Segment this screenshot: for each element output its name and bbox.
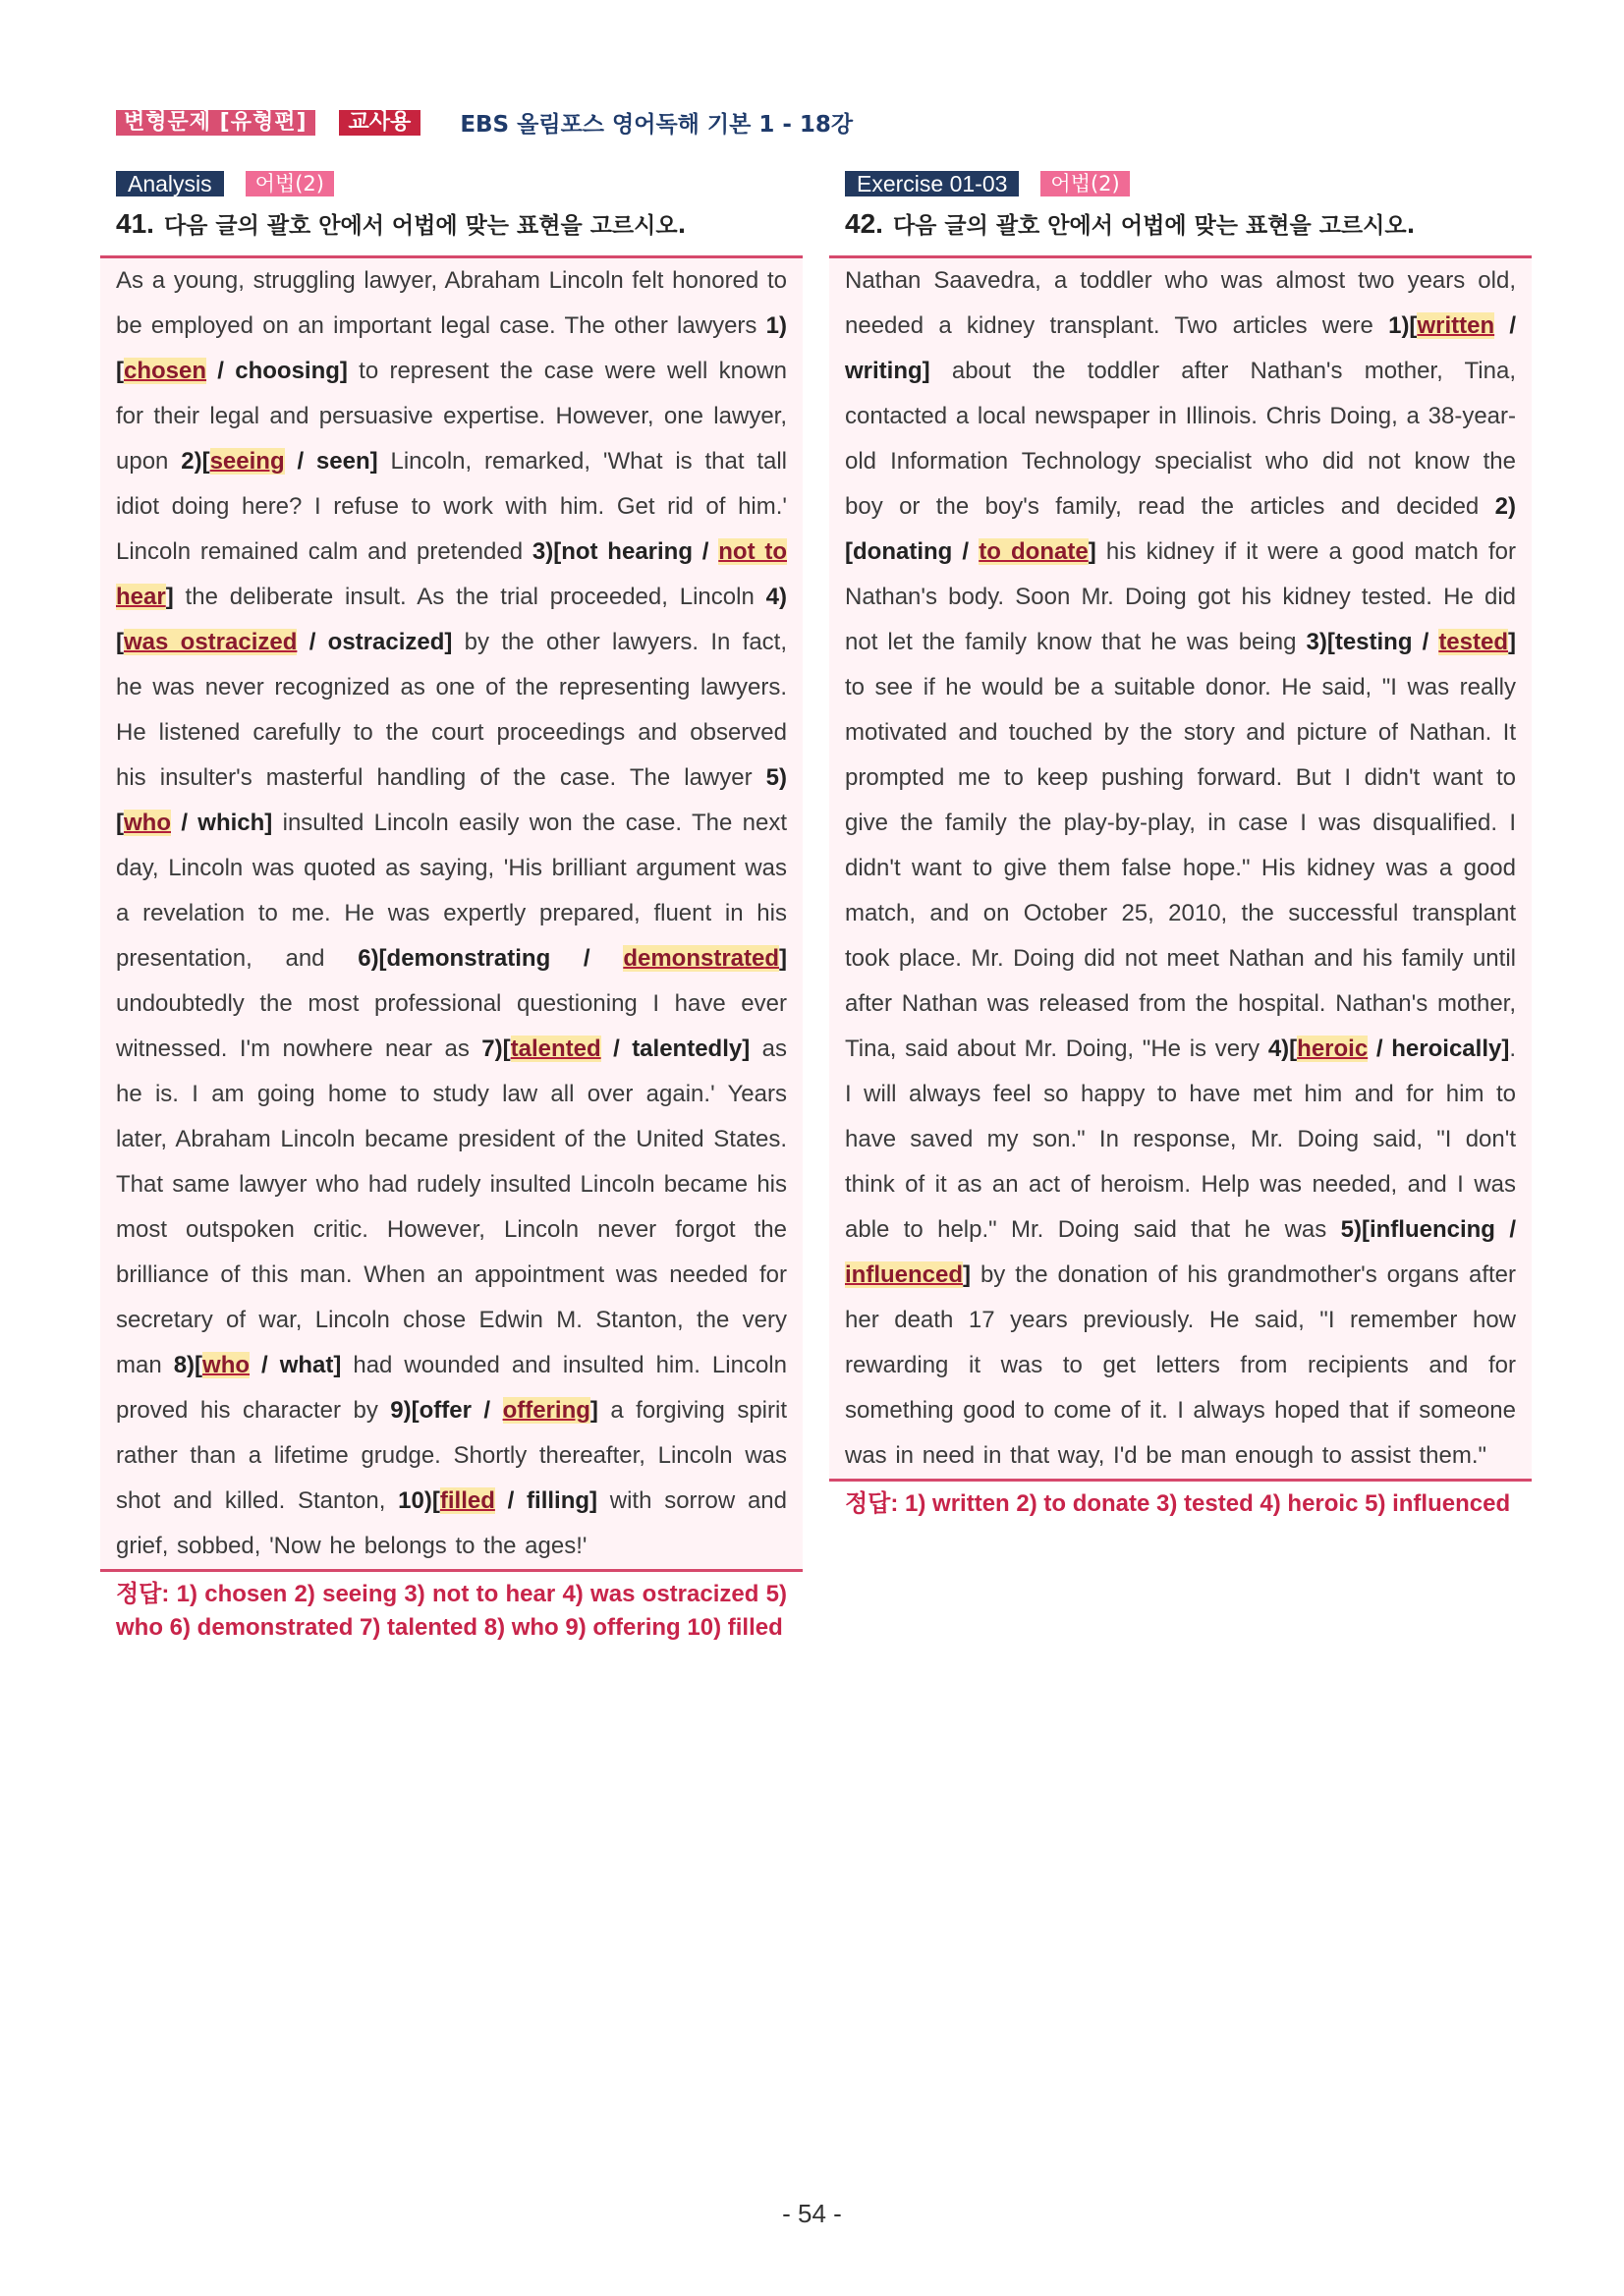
choice-bracket: / writing] bbox=[845, 312, 1517, 384]
choice-answer bbox=[124, 629, 297, 655]
choice-bracket: 3)[not hearing / bbox=[532, 538, 719, 565]
correct-answer: who bbox=[202, 1352, 251, 1378]
correct-answer: demonstrated bbox=[623, 945, 780, 972]
choice-bracket: / choosing] bbox=[206, 358, 348, 384]
correct-answer: filled bbox=[439, 1487, 495, 1514]
choice-answer bbox=[845, 1261, 963, 1288]
choice-bracket: / which] bbox=[171, 810, 273, 836]
correct-answer: was ostracized bbox=[124, 629, 298, 655]
question-number: 41. bbox=[116, 208, 154, 239]
passage-text: Nathan Saavedra, a toddler who was almost two years old, needed a kidney transplant. Two articles were 1)[written / writing] about the toddler after Nathan's mother, Tina, contacted a local newspaper in Illinois. Chris Doing, a 38-year-old Information Technology specialist who did not know the boy or the boy's family, read the articles and decided 2)[donating / to donate] his kidney if it were a good match for Nathan's body. Soon Mr. Doing got his kidney tested. He did not let the family know that he was being 3)[testing / tested] to see if he would be a suitable donor. He said, "I was really motivated and touched by the story and picture of Nathan. It prompted me to keep pushing forward. But I didn't want to give the family the play-by-play, in case I was disqualified. I didn't want to give them false hope." His kidney was a good match, and on October 25, 2010, the successful transplant took place. Mr. Doing did not meet Nathan and his family until after Nathan was released from the hospital. Nathan's mother, Tina, said about Mr. Doing, "He is very 4)[heroic / heroically]. I will always feel so happy to have met him and for him to have saved my son." In response, Mr. Doing said, "I don't think of it as an act of heroism. Help was needed, and I was able to help." Mr. Doing said that he was 5)[influencing / influenced] by the donation of his grandmother's organs after her death 17 years previously. He said, "I remember how rewarding it was to get letters from recipients and for something good to come of it. I always hoped that if someone was in need in that way, I'd be man enough to assist them." bbox=[845, 267, 1517, 1469]
badge-row bbox=[116, 171, 803, 196]
page-header bbox=[116, 106, 853, 139]
choice-bracket: ] bbox=[779, 945, 788, 972]
choice-bracket: ] bbox=[963, 1261, 972, 1288]
choice-bracket: / talentedly] bbox=[600, 1036, 751, 1062]
correct-answer: seeing bbox=[209, 448, 285, 475]
choice-bracket: 8)[ bbox=[173, 1352, 203, 1378]
question-instruction: 다음 글의 괄호 안에서 어법에 맞는 표현을 고르시오. bbox=[892, 213, 1416, 239]
choice-bracket: / what] bbox=[250, 1352, 342, 1378]
choice-answer bbox=[511, 1036, 601, 1062]
choice-answer bbox=[1438, 629, 1508, 655]
choice-bracket: ] bbox=[589, 1397, 598, 1424]
correct-answer: to donate bbox=[979, 538, 1089, 565]
correct-answer: tested bbox=[1438, 629, 1508, 655]
question-title bbox=[116, 206, 803, 242]
page-number: - 54 - bbox=[782, 2199, 842, 2228]
choice-answer bbox=[124, 358, 206, 384]
choice-answer bbox=[1417, 312, 1494, 339]
correct-answer: who bbox=[124, 810, 171, 836]
choice-bracket: ] bbox=[1088, 538, 1096, 565]
correct-answer: talented bbox=[510, 1036, 601, 1062]
choice-bracket: / heroically] bbox=[1368, 1036, 1510, 1062]
category-badge: 어법(2) bbox=[246, 171, 334, 196]
choice-answer bbox=[210, 448, 285, 475]
question-42 bbox=[829, 171, 1532, 1521]
choice-bracket: 1)[ bbox=[116, 312, 787, 384]
correct-answer: not to hear bbox=[116, 538, 788, 610]
choice-answer bbox=[124, 810, 171, 836]
choice-bracket: / filling] bbox=[494, 1487, 598, 1514]
choice-bracket: 6)[demonstrating / bbox=[358, 945, 624, 972]
choice-answer bbox=[979, 538, 1088, 565]
correct-answer: influenced bbox=[845, 1261, 964, 1288]
passage-box bbox=[829, 255, 1532, 1482]
answer-key: 정답: 1) chosen 2) seeing 3) not to hear 4) was ostracized 5) who 6) demonstrated 7) talented 8) who 9) offering 10) filled bbox=[116, 1581, 787, 1641]
choice-bracket: ] bbox=[1508, 629, 1516, 655]
choice-bracket: 4)[ bbox=[116, 584, 787, 655]
choice-answer bbox=[1297, 1036, 1368, 1062]
correct-answer: written bbox=[1417, 312, 1495, 339]
choice-bracket: 1)[ bbox=[1388, 312, 1418, 339]
choice-bracket: 2)[ bbox=[181, 448, 210, 475]
choice-bracket: / ostracized] bbox=[297, 629, 453, 655]
choice-bracket: 2)[donating / bbox=[845, 493, 1516, 565]
correct-answer: chosen bbox=[124, 358, 207, 384]
choice-bracket: 5)[ bbox=[116, 764, 787, 836]
book-title: EBS 올림포스 영어독해 기본 1 - 18강 bbox=[460, 112, 854, 138]
choice-answer bbox=[503, 1397, 590, 1424]
correct-answer: offering bbox=[502, 1397, 590, 1424]
badge-row bbox=[845, 171, 1532, 196]
choice-answer bbox=[623, 945, 779, 972]
answer-key: 정답: 1) written 2) to donate 3) tested 4) heroic 5) influenced bbox=[845, 1490, 1511, 1517]
question-title bbox=[845, 206, 1532, 242]
choice-bracket: 4)[ bbox=[1267, 1036, 1298, 1062]
choice-bracket: 10)[ bbox=[398, 1487, 440, 1514]
choice-bracket: 7)[ bbox=[481, 1036, 511, 1062]
choice-bracket: / seen] bbox=[284, 448, 378, 475]
analysis-badge: Analysis bbox=[116, 171, 224, 196]
choice-answer bbox=[202, 1352, 250, 1378]
correct-answer: heroic bbox=[1297, 1036, 1369, 1062]
question-instruction: 다음 글의 괄호 안에서 어법에 맞는 표현을 고르시오. bbox=[163, 213, 687, 239]
choice-bracket: 3)[testing / bbox=[1306, 629, 1439, 655]
passage-text: As a young, struggling lawyer, Abraham Lincoln felt honored to be employed on an important legal case. The other lawyers 1)[chosen / choosing] to represent the case were well known for their legal and persuasive expertise. However, one lawyer, upon 2)[seeing / seen] Lincoln, remarked, 'What is that tall idiot doing here? I refuse to work with him. Get rid of him.' Lincoln remained calm and pretended 3)[not hearing / not to hear] the deliberate insult. As the trial proceeded, Lincoln 4)[was ostracized / ostracized] by the other lawyers. In fact, he was never recognized as one of the representing lawyers. He listened carefully to the court proceedings and observed his insulter's masterful handling of the case. The lawyer 5)[who / which] insulted Lincoln easily won the case. The next day, Lincoln was quoted as saying, 'His brilliant argument was a revelation to me. He was expertly prepared, fluent in his presentation, and 6)[demonstrating / demonstrated] undoubtedly the most professional questioning I have ever witnessed. I'm nowhere near as 7)[talented / talentedly] as he is. I am going home to study law all over again.' Years later, Abraham Lincoln became president of the United States. That same lawyer who had rudely insulted Lincoln became his most outspoken critic. However, Lincoln never forgot the brilliance of this man. When an appointment was needed for secretary of war, Lincoln chose Edwin M. Stanton, the very man 8)[who / what] had wounded and insulted him. Lincoln proved his character by 9)[offer / offering] a forgiving spirit rather than a lifetime grudge. Shortly thereafter, Lincoln was shot and killed. Stanton, 10)[filled / filling] with sorrow and grief, sobbed, 'Now he belongs to the ages!' bbox=[116, 267, 788, 1559]
exercise-badge: Exercise 01-03 bbox=[845, 171, 1019, 196]
choice-bracket: 9)[offer / bbox=[390, 1397, 503, 1424]
category-badge: 어법(2) bbox=[1040, 171, 1129, 196]
question-number: 42. bbox=[845, 208, 883, 239]
passage-box bbox=[100, 255, 803, 1572]
type-tag: 변형문제 [유형편] bbox=[116, 110, 315, 136]
question-41 bbox=[100, 171, 803, 1645]
choice-answer bbox=[440, 1487, 495, 1514]
choice-bracket: 5)[influencing / bbox=[1340, 1216, 1516, 1243]
choice-bracket: ] bbox=[165, 584, 174, 610]
teacher-tag: 교사용 bbox=[339, 110, 421, 136]
